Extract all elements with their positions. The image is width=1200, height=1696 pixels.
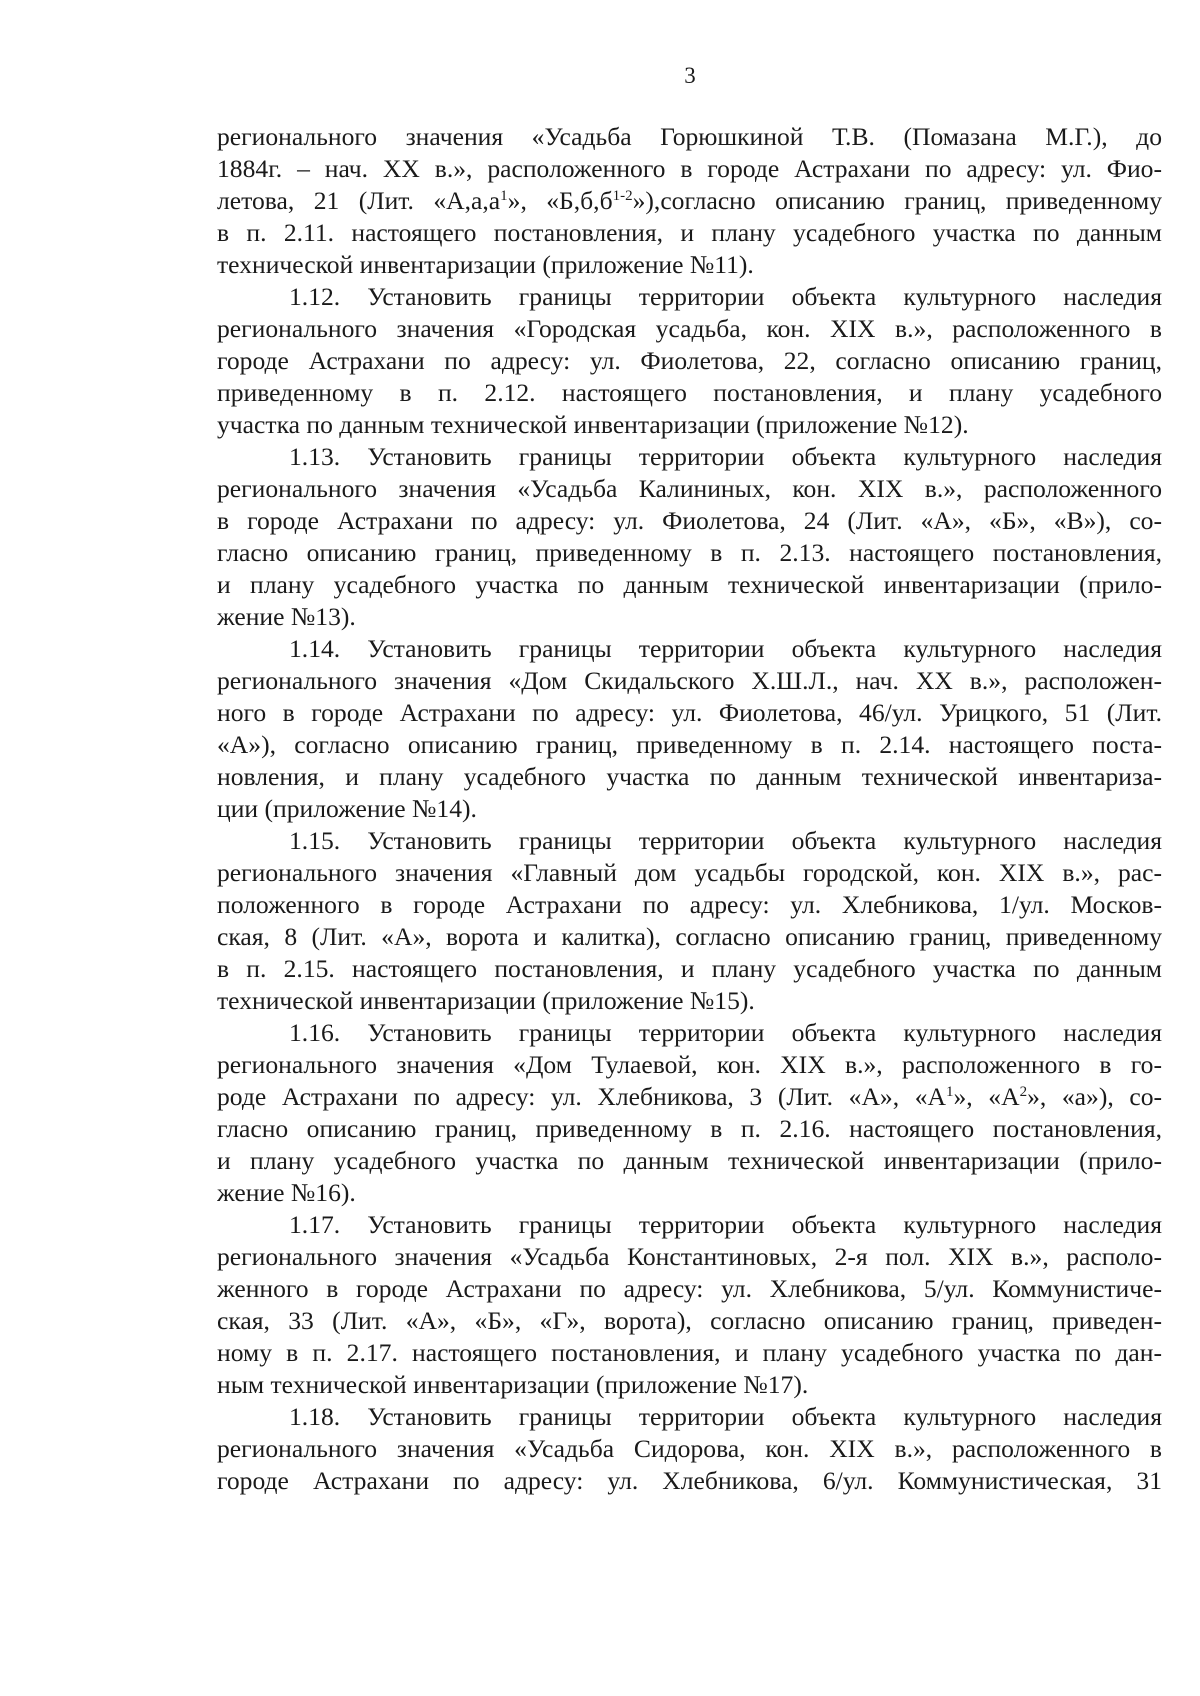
text-line: 1.16. Установить границы территории объекта культурного наследия — [289, 1018, 1162, 1047]
text-line: технической инвентаризации (приложение №15). — [217, 986, 755, 1015]
text-line: «А»), согласно описанию границ, приведенному в п. 2.14. настоящего поста- — [217, 730, 1162, 759]
text-line: ного в городе Астрахани по адресу: ул. Фиолетова, 46/ул. Урицкого, 51 (Лит. — [217, 698, 1162, 727]
text-line: городе Астрахани по адресу: ул. Фиолетова, 22, согласно описанию границ, — [217, 346, 1162, 375]
text-line: регионального значения «Дом Скидальского Х.Ш.Л., нач. XX в.», расположен- — [217, 666, 1162, 695]
document-body — [217, 121, 1162, 1497]
text-line: регионального значения «Усадьба Константиновых, 2-я пол. XIX в.», располо- — [217, 1242, 1162, 1271]
superscript: 2 — [1019, 1084, 1028, 1100]
text-line: приведенному в п. 2.12. настоящего постановления, и плану усадебного — [217, 378, 1162, 407]
text-line: в п. 2.15. настоящего постановления, и плану усадебного участка по данным — [217, 954, 1162, 983]
text-line: летова, 21 (Лит. «$А,а,а^1$», «$Б,б,б^{1-2}»),согласно$ описанию границ, приведенному — [217, 186, 1162, 215]
paragraph — [217, 633, 1162, 825]
paragraph — [217, 1209, 1162, 1401]
text-line: жение №13). — [217, 602, 356, 631]
text-line: участка по данным технической инвентаризации (приложение №12). — [217, 410, 969, 439]
text-line: гласно описанию границ, приведенному в п. 2.13. настоящего постановления, — [217, 538, 1162, 567]
text-line: городе Астрахани по адресу: ул. Хлебникова, 6/ул. Коммунистическая, 31 — [217, 1466, 1162, 1495]
text-line: 1.15. Установить границы территории объекта культурного наследия — [289, 826, 1162, 855]
text-line: и плану усадебного участка по данным технической инвентаризации (прило- — [217, 570, 1162, 599]
text-line: положенного в городе Астрахани по адресу: ул. Хлебникова, 1/ул. Москов- — [217, 890, 1162, 919]
text-line: регионального значения «Усадьба Калининых, кон. XIX в.», расположенного — [217, 474, 1162, 503]
text-line: 1.12. Установить границы территории объекта культурного наследия — [289, 282, 1162, 311]
text-line: регионального значения «Усадьба Сидорова, кон. XIX в.», расположенного в — [217, 1434, 1162, 1463]
text-line: в п. 2.11. настоящего постановления, и плану усадебного участка по данным — [217, 218, 1162, 247]
text-line: 1.17. Установить границы территории объекта культурного наследия — [289, 1210, 1162, 1239]
text-line: регионального значения «Усадьба Горюшкиной Т.В. (Помазана М.Г.), до — [217, 122, 1162, 151]
text-line: регионального значения «Главный дом усадьбы городской, кон. XIX в.», рас- — [217, 858, 1162, 887]
page-number-text: 3 — [684, 63, 696, 88]
text-line: регионального значения «Городская усадьба, кон. XIX в.», расположенного в — [217, 314, 1162, 343]
text-line: 1.13. Установить границы территории объекта культурного наследия — [289, 442, 1162, 471]
paragraph — [217, 121, 1162, 281]
text-line: технической инвентаризации (приложение №11). — [217, 250, 754, 279]
paragraph — [217, 441, 1162, 633]
text-line: ным технической инвентаризации (приложение №17). — [217, 1370, 809, 1399]
paragraph — [217, 1401, 1162, 1497]
paragraph — [217, 825, 1162, 1017]
text-line: гласно описанию границ, приведенному в п. 2.16. настоящего постановления, — [217, 1114, 1162, 1143]
superscript: 1 — [500, 188, 508, 204]
text-line: жение №16). — [217, 1178, 356, 1207]
text-line: ская, 8 (Лит. «А», ворота и калитка), согласно описанию границ, приведенному — [217, 922, 1162, 951]
text-line: роде Астрахани по адресу: ул. Хлебникова, 3 (Лит. «А», «$А^1$», «$А^2$», «а»), со- — [217, 1082, 1162, 1111]
text-line: новления, и плану усадебного участка по данным технической инвентариза- — [217, 762, 1162, 791]
text-line: женного в городе Астрахани по адресу: ул. Хлебникова, 5/ул. Коммунистиче- — [217, 1274, 1162, 1303]
text-line: ному в п. 2.17. настоящего постановления, и плану усадебного участка по дан- — [217, 1338, 1162, 1367]
superscript: 1-2 — [612, 188, 633, 204]
paragraph — [217, 281, 1162, 441]
text-line: ская, 33 (Лит. «А», «Б», «Г», ворота), согласно описанию границ, приведен- — [217, 1306, 1162, 1335]
text-line: в городе Астрахани по адресу: ул. Фиолетова, 24 (Лит. «А», «Б», «В»), со- — [217, 506, 1162, 535]
text-line: и плану усадебного участка по данным технической инвентаризации (прило- — [217, 1146, 1162, 1175]
page-number — [0, 62, 1200, 90]
superscript: 1 — [946, 1084, 954, 1100]
text-line: 1.18. Установить границы территории объекта культурного наследия — [289, 1402, 1162, 1431]
text-line: 1884г. – нач. XX в.», расположенного в городе Астрахани по адресу: ул. Фио- — [217, 154, 1162, 183]
paragraph — [217, 1017, 1162, 1209]
text-line: 1.14. Установить границы территории объекта культурного наследия — [289, 634, 1162, 663]
text-line: регионального значения «Дом Тулаевой, кон. XIX в.», расположенного в го- — [217, 1050, 1162, 1079]
text-line: ции (приложение №14). — [217, 794, 477, 823]
